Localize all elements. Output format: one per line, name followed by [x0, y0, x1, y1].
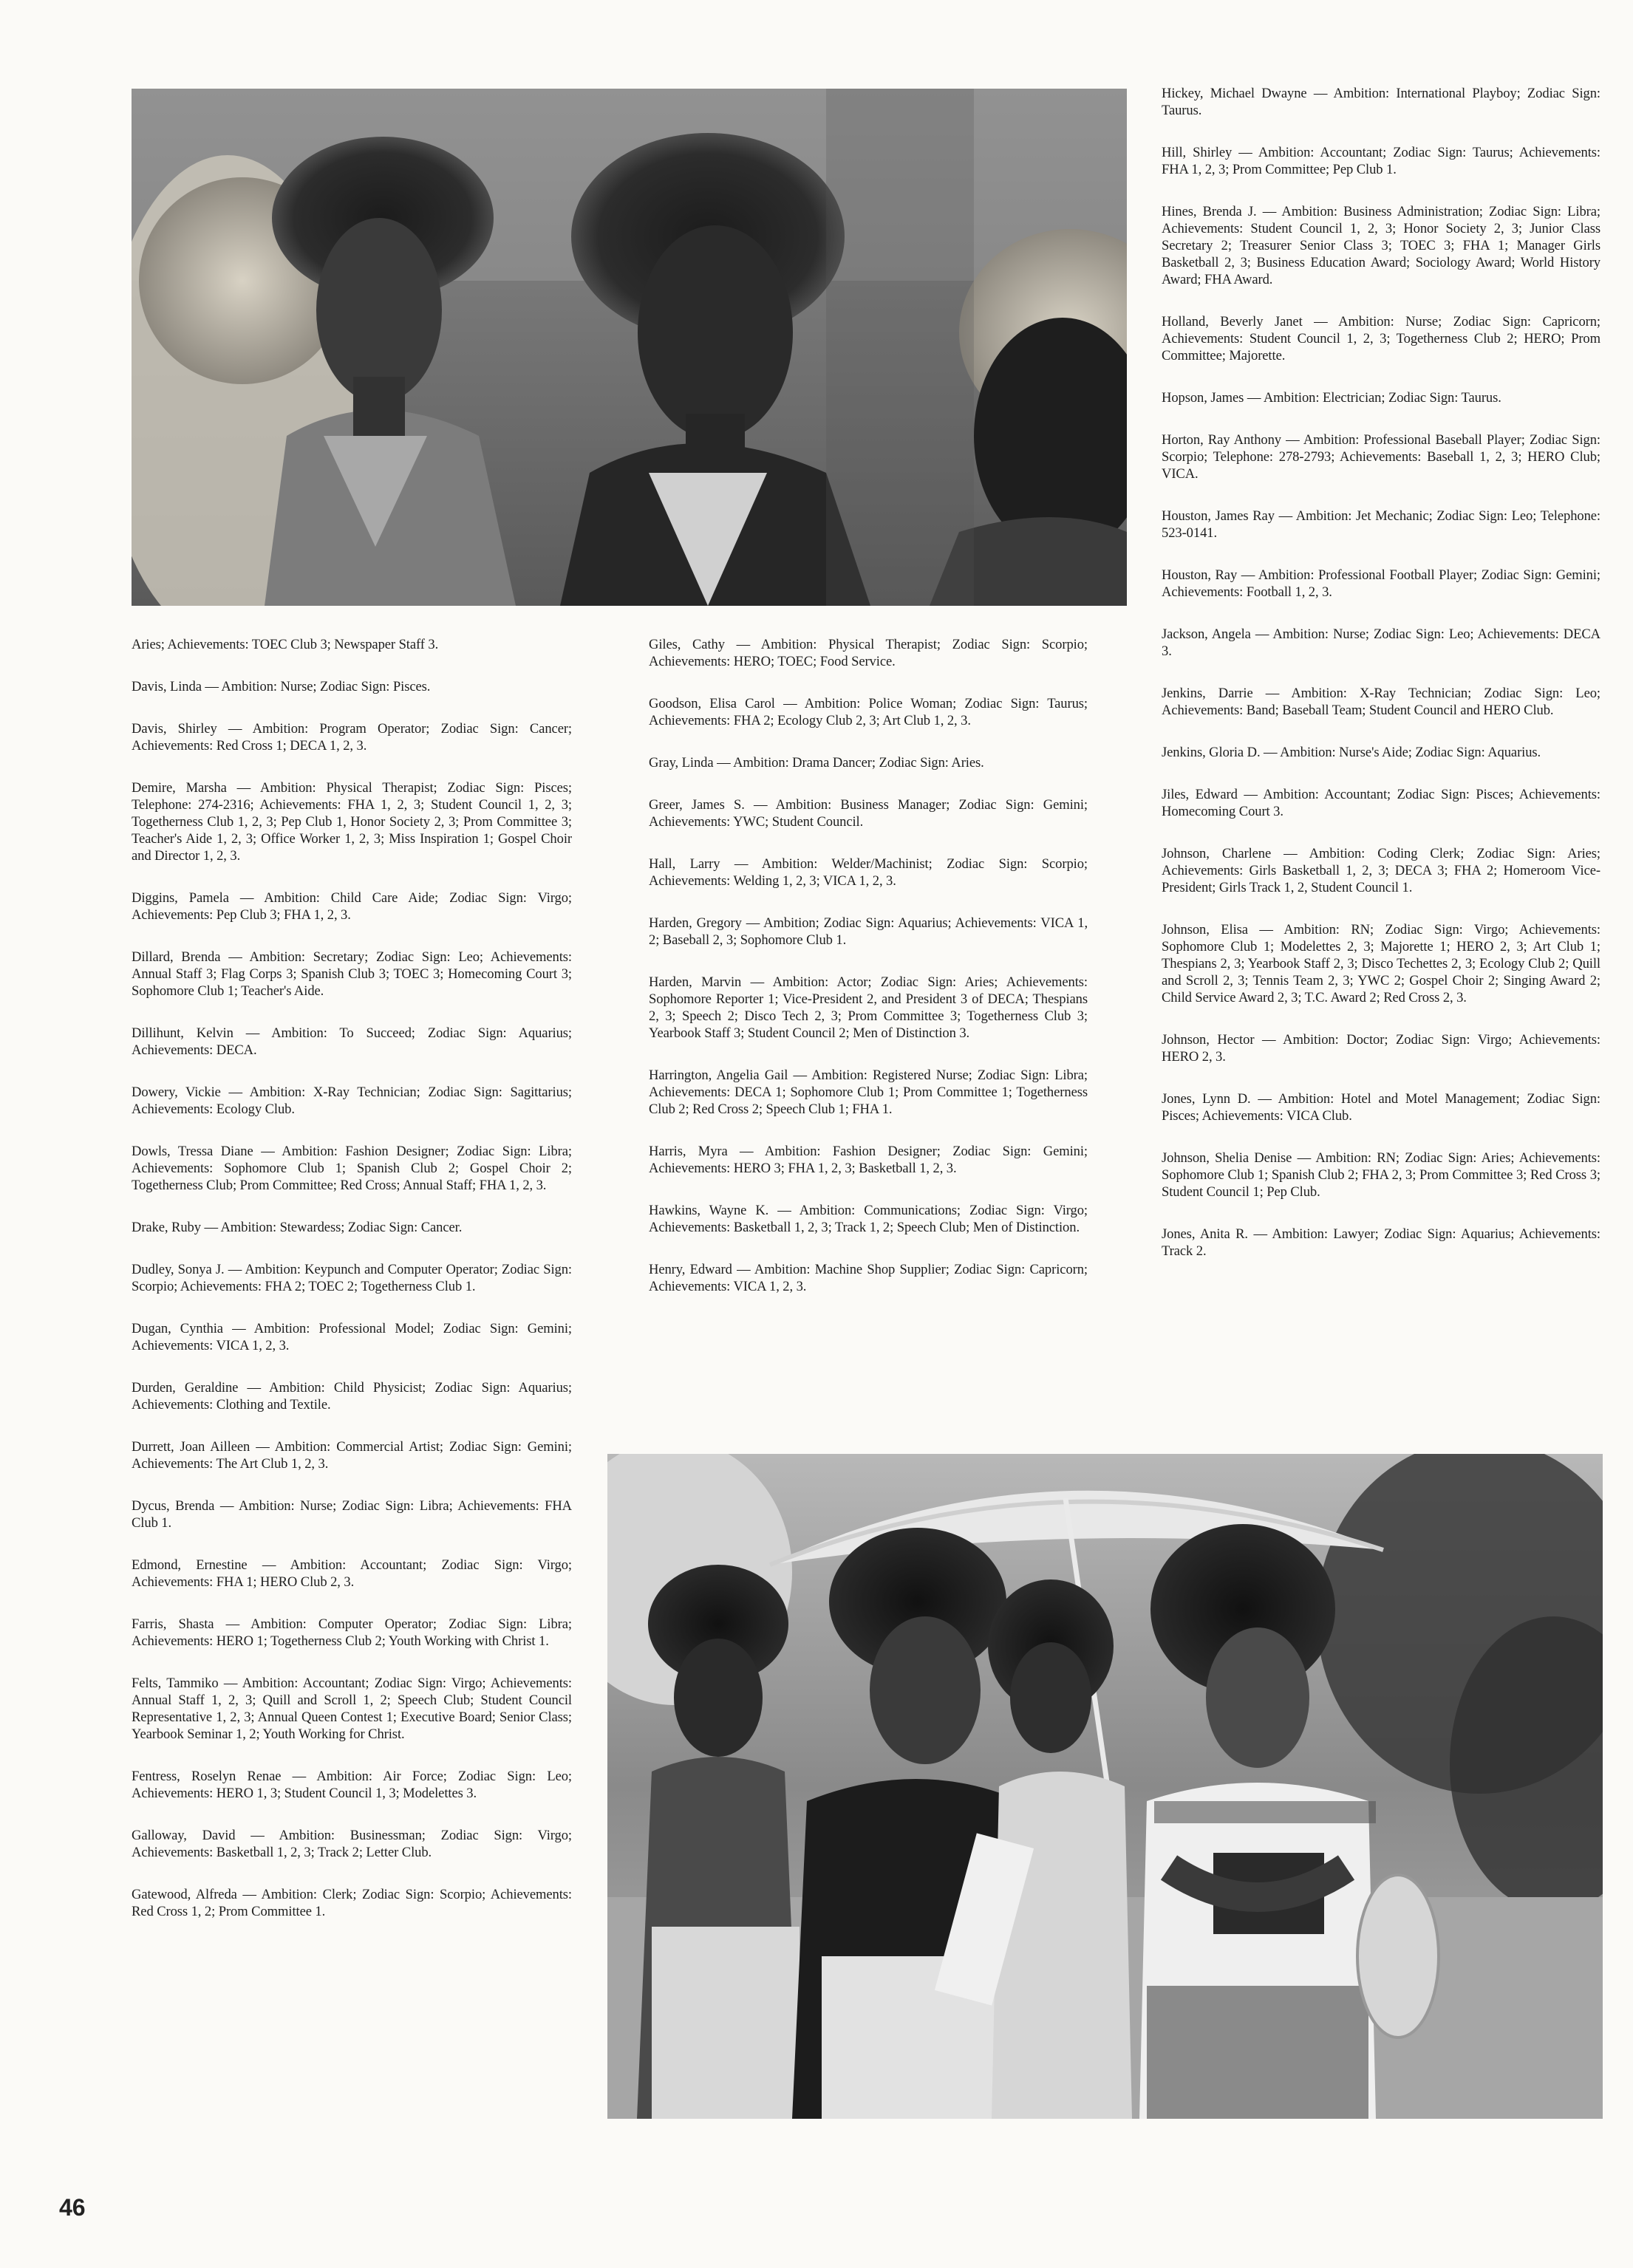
entry-dowery-vickie: Dowery, Vickie — Ambition: X-Ray Technician; Zodiac Sign: Sagittarius; Achievements: Ecology Club. — [132, 1085, 572, 1117]
entry-hickey-michael: Hickey, Michael Dwayne — Ambition: International Playboy; Zodiac Sign: Taurus. — [1162, 86, 1600, 118]
entry-horton-ray: Horton, Ray Anthony — Ambition: Professional Baseball Player; Zodiac Sign: Scorpio; Telephone: 278-2793; Achievements: Baseball 1, 2, 3; HERO Club; VICA. — [1162, 432, 1600, 482]
entry-dugan-cynthia: Dugan, Cynthia — Ambition: Professional Model; Zodiac Sign: Gemini; Achievements: VICA 1, 2, 3. — [132, 1321, 572, 1353]
entry-jenkins-darrie: Jenkins, Darrie — Ambition: X-Ray Technician; Zodiac Sign: Leo; Achievements: Band; Baseball Team; Student Council and HERO Club. — [1162, 686, 1600, 718]
entry-harden-marvin: Harden, Marvin — Ambition: Actor; Zodiac Sign: Aries; Achievements: Sophomore Reporter 1; Vice-President 2, and President 3 of DECA; Thespians 2, 3; Speech 2; Disco Tech 2, 3; Prom Committee 3; Togetherness Club 3; Yearbook Staff 3; Student Council 2; Men of Distinction 3. — [649, 974, 1088, 1041]
group-photo — [132, 89, 1127, 606]
entry-dillard-brenda: Dillard, Brenda — Ambition: Secretary; Zodiac Sign: Leo; Achievements: Annual Staff 3; Flag Corps 3; Spanish Club 3; TOEC 3; Homecoming Court 3; Sophomore Club 1; Teacher's Aide. — [132, 949, 572, 999]
entry-johnson-hector: Johnson, Hector — Ambition: Doctor; Zodiac Sign: Virgo; Achievements: HERO 2, 3. — [1162, 1032, 1600, 1065]
entry-holland-beverly: Holland, Beverly Janet — Ambition: Nurse; Zodiac Sign: Capricorn; Achievements: Student Council 1, 2, 3; Togetherness Club 2; HERO; Prom Committee; Majorette. — [1162, 314, 1600, 363]
entry-goodson-elisa: Goodson, Elisa Carol — Ambition: Police Woman; Zodiac Sign: Taurus; Achievements: FHA 2; Ecology Club 2, 3; Art Club 1, 2, 3. — [649, 696, 1088, 728]
entry-houston-james: Houston, James Ray — Ambition: Jet Mechanic; Zodiac Sign: Leo; Telephone: 523-0141. — [1162, 508, 1600, 541]
entry-gatewood-alfreda: Gatewood, Alfreda — Ambition: Clerk; Zodiac Sign: Scorpio; Achievements: Red Cross 1, 2; Prom Committee 1. — [132, 1887, 572, 1919]
entry-johnson-shelia: Johnson, Shelia Denise — Ambition: RN; Zodiac Sign: Aries; Achievements: Sophomore Club 1; Spanish Club 2; FHA 2, 3; Prom Committee 3; Red Cross 3; Student Council 1; Pep Club. — [1162, 1150, 1600, 1200]
entry-hall-larry: Hall, Larry — Ambition: Welder/Machinist; Zodiac Sign: Scorpio; Achievements: Welding 1, 2, 3; VICA 1, 2, 3. — [649, 856, 1088, 889]
group-photo-image — [132, 89, 1127, 606]
entry-dowls-tressa: Dowls, Tressa Diane — Ambition: Fashion Designer; Zodiac Sign: Libra; Achievements: Sophomore Club 1; Spanish Club 2; Gospel Choir 2; Togetherness Club; Prom Committee; Red Cross; Annual Staff; FHA 1, 2, 3. — [132, 1144, 572, 1193]
entry-fentress-roselyn: Fentress, Roselyn Renae — Ambition: Air Force; Zodiac Sign: Leo; Achievements: HERO 1, 3; Student Council 1, 3; Modelettes 3. — [132, 1769, 572, 1801]
text-column-3 — [1162, 85, 1600, 1285]
entry-durrett-joan: Durrett, Joan Ailleen — Ambition: Commercial Artist; Zodiac Sign: Gemini; Achievements: The Art Club 1, 2, 3. — [132, 1439, 572, 1472]
entry-drake-ruby: Drake, Ruby — Ambition: Stewardess; Zodiac Sign: Cancer. — [132, 1220, 463, 1235]
entry-durden-geraldine: Durden, Geraldine — Ambition: Child Physicist; Zodiac Sign: Aquarius; Achievements: Clothing and Textile. — [132, 1380, 572, 1413]
entry-dillihunt-kelvin: Dillihunt, Kelvin — Ambition: To Succeed; Zodiac Sign: Aquarius; Achievements: DECA. — [132, 1025, 572, 1058]
entry-hill-shirley: Hill, Shirley — Ambition: Accountant; Zodiac Sign: Taurus; Achievements: FHA 1, 2, 3; Prom Committee; Pep Club 1. — [1162, 145, 1600, 177]
entry-johnson-charlene: Johnson, Charlene — Ambition: Coding Clerk; Zodiac Sign: Aries; Achievements: Girls Basketball 1, 2, 3; DECA 3; FHA 2; Homeroom Vice-President; Girls Track 1, 2, Student Council 1. — [1162, 846, 1600, 895]
entry-houston-ray: Houston, Ray — Ambition: Professional Football Player; Zodiac Sign: Gemini; Achievements: Football 1, 2, 3. — [1162, 567, 1600, 600]
entry-felts-tammiko: Felts, Tammiko — Ambition: Accountant; Zodiac Sign: Virgo; Achievements: Annual Staff 1, 2, 3; Quill and Scroll 1, 2; Speech Club; Student Council Representative 1, 2, 3; Annual Queen Contest 1; Executive Board; Senior Class; Yearbook Seminar 1, 2; Youth Working for Christ. — [132, 1676, 572, 1742]
entry-diggins-pamela: Diggins, Pamela — Ambition: Child Care Aide; Zodiac Sign: Virgo; Achievements: Pep Club 3; FHA 1, 2, 3. — [132, 890, 572, 923]
entry-davis-shirley: Davis, Shirley — Ambition: Program Operator; Zodiac Sign: Cancer; Achievements: Red Cross 1; DECA 1, 2, 3. — [132, 721, 572, 754]
entry-dycus-brenda: Dycus, Brenda — Ambition: Nurse; Zodiac Sign: Libra; Achievements: FHA Club 1. — [132, 1498, 572, 1531]
entry-jackson-angela: Jackson, Angela — Ambition: Nurse; Zodiac Sign: Leo; Achievements: DECA 3. — [1162, 626, 1600, 659]
entry-jones-lynn: Jones, Lynn D. — Ambition: Hotel and Motel Management; Zodiac Sign: Pisces; Achievements: VICA Club. — [1162, 1091, 1600, 1124]
entry-harrington-angelia: Harrington, Angelia Gail — Ambition: Registered Nurse; Zodiac Sign: Libra; Achievements: DECA 1; Sophomore Club 1; Prom Committee 1; Togetherness Club 2; Red Cross 2; Speech Club 1; FHA 1. — [649, 1068, 1088, 1117]
entry-dudley-sonya: Dudley, Sonya J. — Ambition: Keypunch and Computer Operator; Zodiac Sign: Scorpio; Achievements: FHA 2; TOEC 2; Togetherness Club 1. — [132, 1262, 572, 1294]
text-column-1 — [132, 636, 572, 1945]
umbrella-photo — [607, 1454, 1603, 2119]
entry-gray-linda: Gray, Linda — Ambition: Drama Dancer; Zodiac Sign: Aries. — [649, 755, 984, 771]
entry-johnson-elisa: Johnson, Elisa — Ambition: RN; Zodiac Sign: Virgo; Achievements: Sophomore Club 1; Modelettes 2, 3; Majorette 1; HERO 2, 3; Art Club 1; Thespians 2, 3; Yearbook Staff 2, 3; Disco Techettes 2, 3; Ecology Club 2; Quill and Scroll 2, 3; Tennis Team 2, 3; YWC 2; Gospel Choir 2; Singing Award 2; Child Service Award 2, 3; T.C. Award 2; Red Cross 2, 3. — [1162, 922, 1600, 1005]
entry-davis-linda: Davis, Linda — Ambition: Nurse; Zodiac Sign: Pisces. — [132, 679, 431, 694]
entry-jiles-edward: Jiles, Edward — Ambition: Accountant; Zodiac Sign: Pisces; Achievements: Homecoming Court 3. — [1162, 787, 1600, 819]
entry-demire-marsha: Demire, Marsha — Ambition: Physical Therapist; Zodiac Sign: Pisces; Telephone: 274-2316; Achievements: FHA 1, 2, 3; Student Council 1, 2, 3; Togetherness Club 1, 2, 3; Pep Club 1, Honor Society 2, 3; Prom Committee 3; Teacher's Aide 1, 2, 3; Office Worker 1, 2, 3; Miss Inspiration 1; Gospel Choir and Director 1, 2, 3. — [132, 780, 572, 864]
entry-aries-tail: Aries; Achievements: TOEC Club 3; Newspaper Staff 3. — [132, 637, 439, 652]
entry-farris-shasta: Farris, Shasta — Ambition: Computer Operator; Zodiac Sign: Libra; Achievements: HERO 1; Togetherness Club 2; Youth Working with Christ 1. — [132, 1616, 572, 1649]
entry-hines-brenda: Hines, Brenda J. — Ambition: Business Administration; Zodiac Sign: Libra; Achievements: Student Council 1, 2, 3; Honor Society 2, 3; Junior Class Secretary 2; Treasurer Senior Class 3; TOEC 3; FHA 1; Manager Girls Basketball 2, 3; Business Education Award; Sociology Award; World History Award; FHA Award. — [1162, 204, 1600, 287]
entry-harris-myra: Harris, Myra — Ambition: Fashion Designer; Zodiac Sign: Gemini; Achievements: HERO 3; FHA 1, 2, 3; Basketball 1, 2, 3. — [649, 1144, 1088, 1176]
page-number: 46 — [59, 2194, 86, 2221]
umbrella-photo-image — [607, 1454, 1603, 2119]
entry-hopson-james: Hopson, James — Ambition: Electrician; Zodiac Sign: Taurus. — [1162, 390, 1501, 406]
entry-henry-edward: Henry, Edward — Ambition: Machine Shop Supplier; Zodiac Sign: Capricorn; Achievements: VICA 1, 2, 3. — [649, 1262, 1088, 1294]
entry-galloway-david: Galloway, David — Ambition: Businessman; Zodiac Sign: Virgo; Achievements: Basketball 1, 2, 3; Track 2; Letter Club. — [132, 1828, 572, 1860]
entry-edmond-ernestine: Edmond, Ernestine — Ambition: Accountant; Zodiac Sign: Virgo; Achievements: FHA 1; HERO Club 2, 3. — [132, 1557, 572, 1590]
entry-hawkins-wayne: Hawkins, Wayne K. — Ambition: Communications; Zodiac Sign: Virgo; Achievements: Basketball 1, 2, 3; Track 1, 2; Speech Club; Men of Distinction. — [649, 1203, 1088, 1235]
entry-greer-james: Greer, James S. — Ambition: Business Manager; Zodiac Sign: Gemini; Achievements: YWC; Student Council. — [649, 797, 1088, 830]
text-column-2 — [649, 636, 1088, 1320]
entry-giles-cathy: Giles, Cathy — Ambition: Physical Therapist; Zodiac Sign: Scorpio; Achievements: HERO; TOEC; Food Service. — [649, 637, 1088, 669]
entry-jones-anita: Jones, Anita R. — Ambition: Lawyer; Zodiac Sign: Aquarius; Achievements: Track 2. — [1162, 1226, 1600, 1259]
entry-harden-gregory: Harden, Gregory — Ambition; Zodiac Sign: Aquarius; Achievements: VICA 1, 2; Baseball 2, 3; Sophomore Club 1. — [649, 915, 1088, 948]
entry-jenkins-gloria: Jenkins, Gloria D. — Ambition: Nurse's Aide; Zodiac Sign: Aquarius. — [1162, 745, 1541, 760]
